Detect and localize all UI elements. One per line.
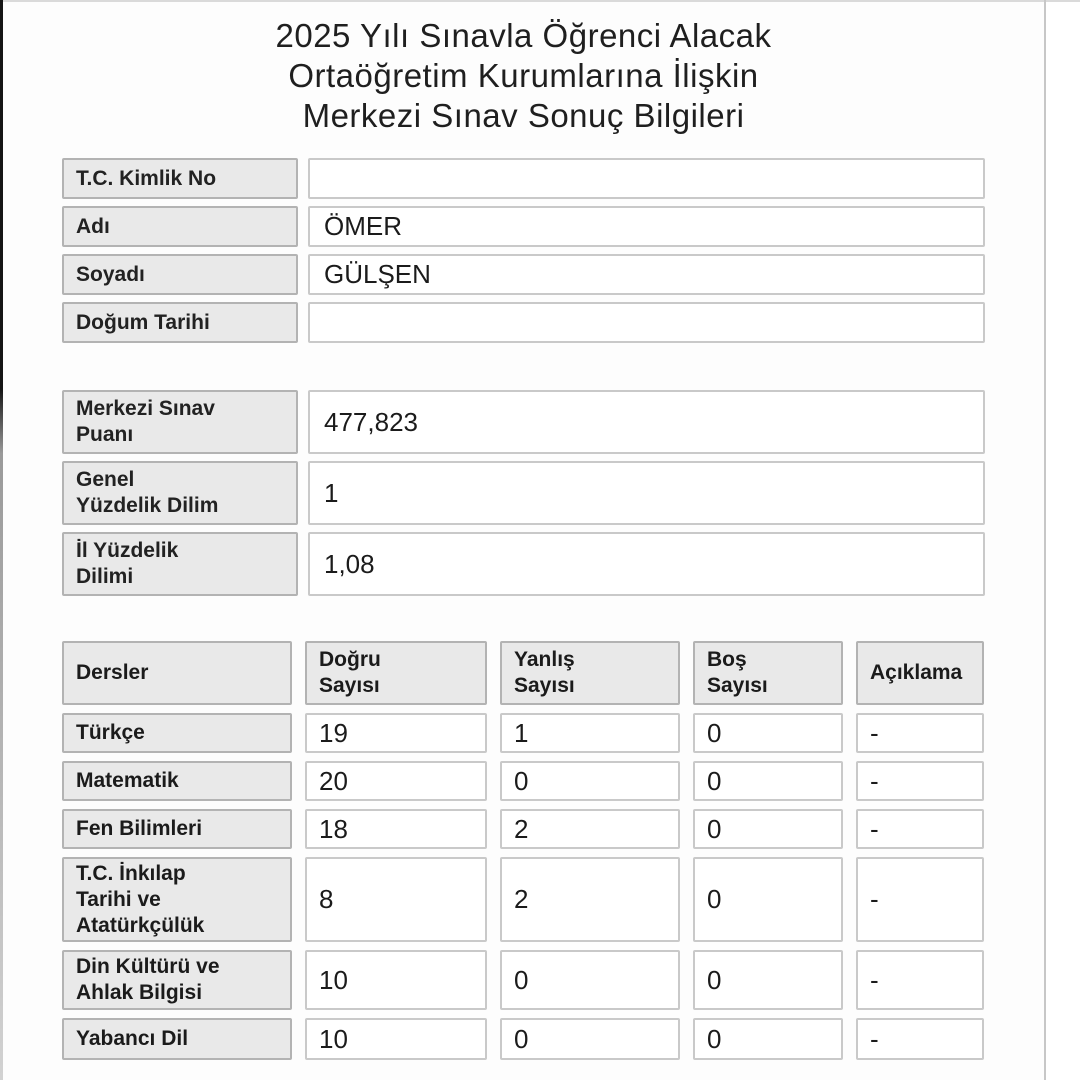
- il-yuzdelik-dilimi-label-line-1: İl Yüzdelik: [76, 539, 179, 562]
- merkezi-sinav-puani-label: [62, 390, 298, 454]
- page-title-line-3: Merkezi Sınav Sonuç Bilgileri: [302, 97, 745, 134]
- wrong-cell: 0: [500, 1018, 680, 1060]
- field-row-adi: [62, 206, 985, 247]
- wrong-cell: 1: [500, 713, 680, 753]
- subject-cell: Yabancı Dil: [62, 1018, 292, 1060]
- genel-yuzdelik-dilim-label: [62, 461, 298, 525]
- adi-label: Adı: [62, 206, 298, 247]
- correct-cell: 10: [305, 1018, 487, 1060]
- note-cell: -: [856, 761, 984, 801]
- merkezi-sinav-puani-label-line-1: Merkezi Sınav: [76, 397, 215, 420]
- right-divider-line: [1044, 0, 1046, 1080]
- dogum-tarihi-label: Doğum Tarihi: [62, 302, 298, 343]
- correct-cell: 19: [305, 713, 487, 753]
- left-edge-line: [0, 0, 3, 1080]
- table-header-row: [62, 641, 985, 705]
- soyadi-value: GÜLŞEN: [308, 254, 985, 295]
- tc-kimlik-no-value: [308, 158, 985, 199]
- wrong-cell: 2: [500, 857, 680, 942]
- page-title-line-2: Ortaöğretim Kurumlarına İlişkin: [288, 57, 759, 94]
- table-row-yabanci-dil: [62, 1018, 985, 1060]
- table-row-turkce: [62, 713, 985, 753]
- correct-cell: 18: [305, 809, 487, 849]
- table-row-fen-bilimleri: [62, 809, 985, 849]
- field-row-tc-kimlik-no: [62, 158, 985, 199]
- soyadi-label: Soyadı: [62, 254, 298, 295]
- note-cell: -: [856, 1018, 984, 1060]
- blank-cell: 0: [693, 1018, 843, 1060]
- col-header-bos-sayisi: Boş Sayısı: [693, 641, 843, 705]
- il-yuzdelik-dilimi-label-line-2: Dilimi: [76, 565, 134, 588]
- correct-cell: 20: [305, 761, 487, 801]
- genel-yuzdelik-dilim-value: 1: [308, 461, 985, 525]
- table-row-matematik: [62, 761, 985, 801]
- subject-cell: Fen Bilimleri: [62, 809, 292, 849]
- page-title: [62, 16, 985, 136]
- tc-kimlik-no-label: T.C. Kimlik No: [62, 158, 298, 199]
- dogum-tarihi-value: [308, 302, 985, 343]
- score-section: [62, 390, 985, 596]
- wrong-cell: 0: [500, 761, 680, 801]
- top-edge-line: [0, 0, 1080, 2]
- col-header-aciklama: Açıklama: [856, 641, 984, 705]
- merkezi-sinav-puani-value: 477,823: [308, 390, 985, 454]
- results-table: [62, 641, 985, 1060]
- correct-cell: 8: [305, 857, 487, 942]
- blank-cell: 0: [693, 950, 843, 1010]
- note-cell: -: [856, 809, 984, 849]
- genel-yuzdelik-dilim-label-line-1: Genel: [76, 468, 135, 491]
- field-row-il-yuzdelik-dilimi: [62, 532, 985, 596]
- adi-value: ÖMER: [308, 206, 985, 247]
- wrong-cell: 0: [500, 950, 680, 1010]
- blank-cell: 0: [693, 713, 843, 753]
- genel-yuzdelik-dilim-label-line-2: Yüzdelik Dilim: [76, 494, 219, 517]
- table-row-din-kulturu: [62, 950, 985, 1010]
- blank-cell: 0: [693, 761, 843, 801]
- identity-section: [62, 158, 985, 343]
- page-title-line-1: 2025 Yılı Sınavla Öğrenci Alacak: [275, 17, 772, 54]
- blank-cell: 0: [693, 857, 843, 942]
- field-row-soyadi: [62, 254, 985, 295]
- note-cell: -: [856, 950, 984, 1010]
- note-cell: -: [856, 857, 984, 942]
- subject-cell: Matematik: [62, 761, 292, 801]
- field-row-dogum-tarihi: [62, 302, 985, 343]
- il-yuzdelik-dilimi-label: [62, 532, 298, 596]
- note-cell: -: [856, 713, 984, 753]
- col-header-dogru-sayisi: Doğru Sayısı: [305, 641, 487, 705]
- field-row-merkezi-sinav-puani: [62, 390, 985, 454]
- table-row-inkilap-tarihi: [62, 857, 985, 942]
- result-document: [62, 16, 985, 1068]
- subject-cell: T.C. İnkılap Tarihi ve Atatürkçülük: [62, 857, 292, 942]
- col-header-dersler: Dersler: [62, 641, 292, 705]
- merkezi-sinav-puani-label-line-2: Puanı: [76, 423, 134, 446]
- field-row-genel-yuzdelik-dilim: [62, 461, 985, 525]
- subject-cell: Türkçe: [62, 713, 292, 753]
- blank-cell: 0: [693, 809, 843, 849]
- wrong-cell: 2: [500, 809, 680, 849]
- correct-cell: 10: [305, 950, 487, 1010]
- col-header-yanlis-sayisi: Yanlış Sayısı: [500, 641, 680, 705]
- subject-cell: Din Kültürü ve Ahlak Bilgisi: [62, 950, 292, 1010]
- il-yuzdelik-dilimi-value: 1,08: [308, 532, 985, 596]
